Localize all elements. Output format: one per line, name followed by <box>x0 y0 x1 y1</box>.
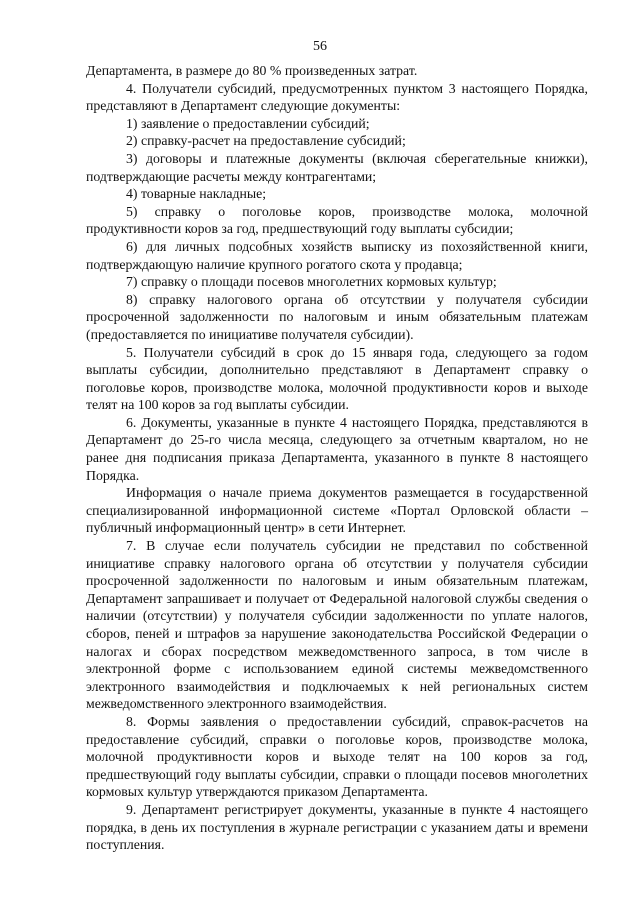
paragraph-item-6: 6. Документы, указанные в пункте 4 настоящего Порядка, представляются в Департамент до 25-го числа месяца, следующего за отчетным кварталом, но не ранее дня подписания приказа Департамента, указанного в пункте 8 настоящего Порядка. <box>86 414 588 483</box>
list-item-6: 6) для личных подсобных хозяйств выписку из похозяйственной книги, подтверждающую наличие крупного рогатого скота у продавца; <box>86 238 588 272</box>
document-body <box>86 62 588 854</box>
list-item-2: 2) справку-расчет на предоставление субсидий; <box>126 133 406 149</box>
list-item-7: 7) справку о площади посевов многолетних кормовых культур; <box>126 274 497 290</box>
paragraph-item-4: 4. Получатели субсидий, предусмотренных пунктом 3 настоящего Порядка, представляют в Департамент следующие документы: <box>86 80 588 114</box>
paragraph-item-7: 7. В случае если получатель субсидии не представил по собственной инициативе справку налогового органа об отсутствии у получателя субсидии просроченной задолженности по налоговым и иным обязательным платежам, Департамент запрашивает и получает от Федеральной налоговой службы сведения о наличии (отсутствии) у получателя субсидии задолженности по уплате налогов, сборов, пеней и штрафов за нарушение законодательства Российской Федерации о налогах и сборах посредством межведомственного запроса, в том числе в электронной форме с использованием единой системы межведомственного электронного взаимодействия и подключаемых к ней региональных систем межведомственного электронного взаимодействия. <box>86 538 588 712</box>
list-item-5: 5) справку о поголовье коров, производстве молока, молочной продуктивности коров за год, предшествующий году выплаты субсидии; <box>86 203 588 237</box>
list-item-1: 1) заявление о предоставлении субсидий; <box>126 115 370 131</box>
paragraph-item-9: 9. Департамент регистрирует документы, указанные в пункте 4 настоящего порядка, в день их поступления в журнале регистрации с указанием даты и времени поступления. <box>86 801 588 853</box>
list-item-4: 4) товарные накладные; <box>126 186 267 202</box>
page-number: 56 <box>313 39 327 54</box>
paragraph-item-5: 5. Получатели субсидий в срок до 15 января года, следующего за годом выплаты субсидии, дополнительно представляют в Департамент справку о поголовье коров, производстве молока, молочной продуктивности коров и выходе телят на 100 коров за год выплаты субсидии. <box>86 344 588 413</box>
list-item-3: 3) договоры и платежные документы (включая сберегательные книжки), подтверждающие расчеты между контрагентами; <box>86 150 588 184</box>
list-item-8: 8) справку налогового органа об отсутствии у получателя субсидии просроченной задолженности по налоговым и иным обязательным платежам (предоставляется по инициативе получателя субсидии). <box>86 291 588 342</box>
paragraph-info: Информация о начале приема документов размещается в государственной специализированной информационной системе «Портал Орловской области – публичный информационный центр» в сети Интернет. <box>86 485 588 536</box>
paragraph-continuation: Департамента, в размере до 80 % произведенных затрат. <box>86 63 418 78</box>
paragraph-item-8: 8. Формы заявления о предоставлении субсидий, справок-расчетов на предоставление субсидий, справки о поголовье коров, производстве молока, молочной продуктивности коров и выходе телят на 100 коров за год, предшествующий году выплаты субсидии, справки о площади посевов многолетних кормовых культур утверждаются приказом Департамента. <box>86 713 588 800</box>
